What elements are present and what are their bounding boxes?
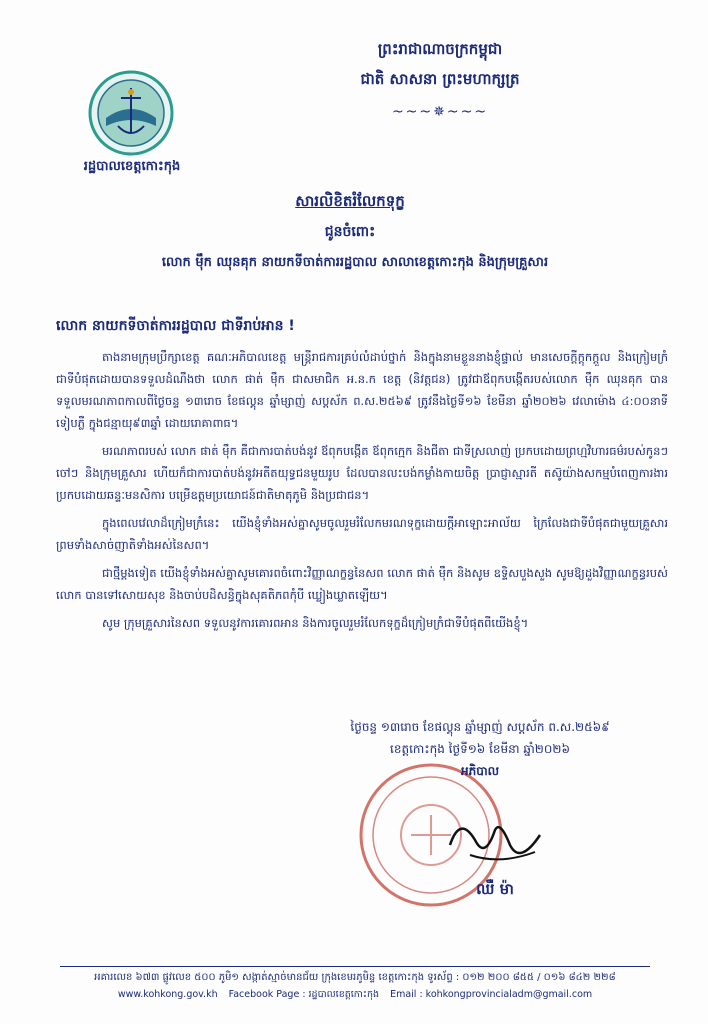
national-motto: ជាតិ សាសនា ព្រះមហាក្សត្រ: [360, 70, 520, 88]
kingdom-heading: ព្រះរាជាណាចក្រកម្ពុជា: [377, 40, 503, 58]
footer-website-link[interactable]: www.kohkong.gov.kh: [117, 989, 218, 1000]
paragraph: តាងនាមក្រុមប្រឹក្សាខេត្ត គណៈអភិបាលខេត្ត មន្ត្រីរាជការគ្រប់លំដាប់ថ្នាក់ និងក្នុងនាមខ្លួននាងខ្ញុំផ្ទាល់ មានសេចក្តីក្តុកក្តួល និងក្រៀមក្រំជាទីបំផុតដោយបានទទួលដំណឹងថា លោក ផាត់ ម៉ឹក ជាសមាជិក អ.ន.ក ខេត្ត (និវត្តជន) ត្រូវជាឪពុកបង្កើតរបស់លោក ម៉ឹក ឈុនគុក បានទទួលមរណភាពកាលពីថ្ងៃចន្ទ ១៣រោច ខែផល្គុន ឆ្នាំម្សាញ់ សប្តស័ក ព.ស.២៥៦៩ ត្រូវនឹងថ្ងៃទី១៦ ខែមីនា ឆ្នាំ២០២៦ វេលាម៉ោង ៤:០០នាទី ទៀបភ្លឺ ក្នុងជន្មាយុ៩៣ឆ្នាំ ដោយរោគាពាធ។: [56, 350, 668, 430]
footer-contacts: [30, 988, 680, 1002]
document-title: សារលិខិតរំលែកទុក្ខ: [295, 192, 405, 210]
letter-body: [56, 346, 668, 640]
paragraph: មរណភាពរបស់ លោក ផាត់ ម៉ឹក គឺជាការបាត់បង់នូវ ឪពុកបង្កើត ឪពុកក្មេក និងជីតា ជាទីស្រលាញ់ ប្រកបដោយព្រហ្មវិហារធម៌របស់កូនៗ ចៅៗ និងក្រុមគ្រួសារ ហើយក៏ជាការបាត់បង់នូវអតីតយុទ្ធជនមួយរូប ដែលបានលះបង់កម្លាំងកាយចិត្ត ប្រាជ្ញាស្មារតី តស៊ូយ៉ាងសកម្មបំពេញការងារប្រកបដោយឆន្ទៈមនសិការ បម្រើឧត្តមប្រយោជន៍ជាតិមាតុភូមិ និងប្រជាជន។: [56, 444, 668, 502]
footer-divider: [60, 966, 650, 967]
footer-address: អគារលេខ ៦៧៣ ផ្លូវលេខ ៥០០ ភូមិ១ សង្កាត់ស្មាច់មានជ័យ ក្រុងខេមរភូមិន្ទ ខេត្តកោះកុង ទូរស័ព្ទ : ០១២ ២០០ ៨៥៥ / ០១៦ ៨៤២ ២២៨: [94, 972, 616, 983]
date-block: [300, 716, 660, 760]
paragraph: ក្នុងពេលវេលាដ៏ក្រៀមក្រំនេះ យើងខ្ញុំទាំងអស់គ្នាសូមចូលរួមរំលែកមរណទុក្ខដោយក្តីអាឡោះអាល័យ ក្រៃលែងជាទីបំផុតជាមួយគ្រួសារ ព្រមទាំងសាច់ញាតិទាំងអស់នៃសព។: [56, 516, 668, 552]
footer-email[interactable]: Email : kohkongprovincialadm@gmail.com: [390, 989, 593, 1000]
provincial-emblem-icon: [88, 70, 174, 156]
solar-date: ខេត្តកោះកុង ថ្ងៃទី១៦ ខែមីនា ឆ្នាំ២០២៦: [390, 742, 570, 756]
header-ornament: ~~~✵~~~: [391, 104, 489, 120]
signer-name: ឈឺ ម៉ា: [476, 880, 514, 898]
signer-title: អភិបាល: [460, 764, 500, 778]
lunar-date: ថ្ងៃចន្ទ ១៣រោច ខែផល្គុន ឆ្នាំម្សាញ់ សប្តស័ក ព.ស.២៥៦៩: [350, 720, 610, 734]
handwritten-signature-icon: [440, 810, 550, 870]
addressed-to-label: ជូនចំពោះ: [324, 224, 376, 240]
footer-facebook[interactable]: Facebook Page : រដ្ឋបាលខេត្តកោះកុង: [228, 989, 380, 1000]
recipient-line: លោក ម៉ឹក ឈុនគុក នាយកទីចាត់ការរដ្ឋបាល សាលាខេត្តកោះកុង និងក្រុមគ្រួសារ: [161, 255, 549, 270]
paragraph: សូម ក្រុមគ្រួសារនៃសព ទទួលនូវការគោរពអាន និងការចូលរួមរំលែកទុក្ខដ៏ក្រៀមក្រំជាទីបំផុតពីយើងខ្ញុំ។: [102, 616, 529, 630]
office-name: រដ្ឋបាលខេត្តកោះកុង: [83, 159, 181, 174]
paragraph: ជាថ្មីម្តងទៀត យើងខ្ញុំទាំងអស់គ្នាសូមគោរពចំពោះវិញ្ញាណក្ខន្ធនៃសព លោក ផាត់ ម៉ឹក និងសូម ឧទ្ទិសបួងសួង សូមឱ្យដួងវិញ្ញាណក្ខន្ធរបស់ លោក បានទៅសោយសុខ និងចាប់បដិសន្ធិក្នុងសុគតិភពកុំបី ឃ្លៀងឃ្លាតឡើយ។: [56, 566, 668, 602]
salutation: លោក នាយកទីចាត់ការរដ្ឋបាល ជាទីរាប់អាន !: [56, 318, 295, 334]
